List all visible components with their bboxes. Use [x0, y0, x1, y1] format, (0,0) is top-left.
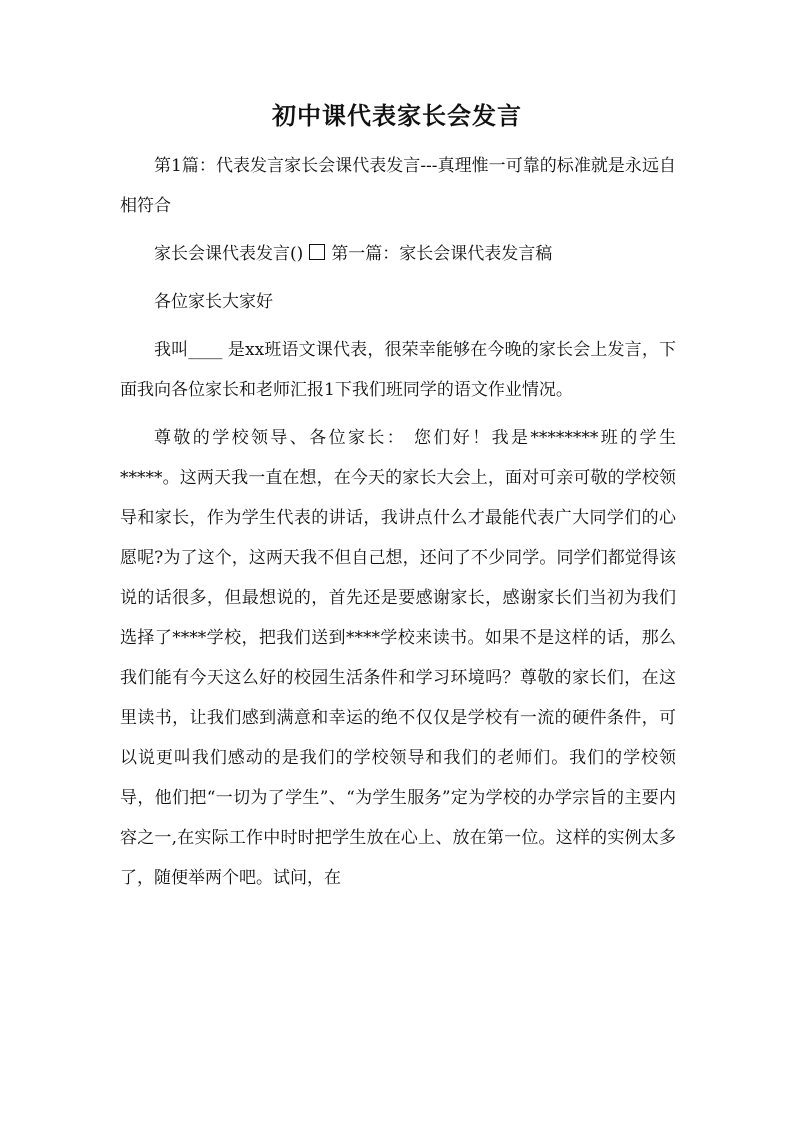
paragraph-1: 第1篇：代表发言家长会课代表发言---真理惟一可靠的标准就是永远自相符合: [120, 156, 676, 216]
document-body: [120, 146, 676, 906]
paragraph-5: 尊敬的学校领导、各位家长： 您们好！我是********班的学生*****。这两天我一直在想，在今天的家长大会上，面对可亲可敬的学校领导和家长，作为学生代表的讲话，我讲点什么才最能代表广大同学们的心愿呢?为了这个，这两天我不但自己想，还问了不少同学。同学们都觉得该说的话很多，但最想说的，首先还是要感谢家长，感谢家长们当初为我们选择了****学校，把我们送到****学校来读书。如果不是这样的话，那么我们能有今天这么好的校园生活条件和学习环境吗？尊敬的家长们，在这里读书，让我们感到满意和幸运的绝不仅仅是学校有一流的硬件条件，可以说更叫我们感动的是我们的学校领导和我们的老师们。我们的学校领导，他们把“一切为了学生”、“为学生服务”定为学校的办学宗旨的主要内容之一,在实际工作中时时把学生放在心上、放在第一位。这样的实例太多了，随便举两个吧。试问，在: [120, 428, 676, 888]
paragraph-2-part-1: 家长会课代表发言(): [154, 244, 304, 264]
document-title: 初中课代表家长会发言: [272, 102, 522, 130]
paragraph-3: 各位家长大家好: [154, 292, 273, 312]
paragraph-4: 我叫____ 是xx班语文课代表，很荣幸能够在今晚的家长会上发言，下面我向各位家长和老师汇报1下我们班同学的语文作业情况。: [120, 340, 676, 400]
paragraph-2-part-2: 第一篇：家长会课代表发言稿: [331, 244, 553, 264]
paragraph-2: [120, 234, 676, 274]
checkbox-icon: [309, 244, 325, 260]
